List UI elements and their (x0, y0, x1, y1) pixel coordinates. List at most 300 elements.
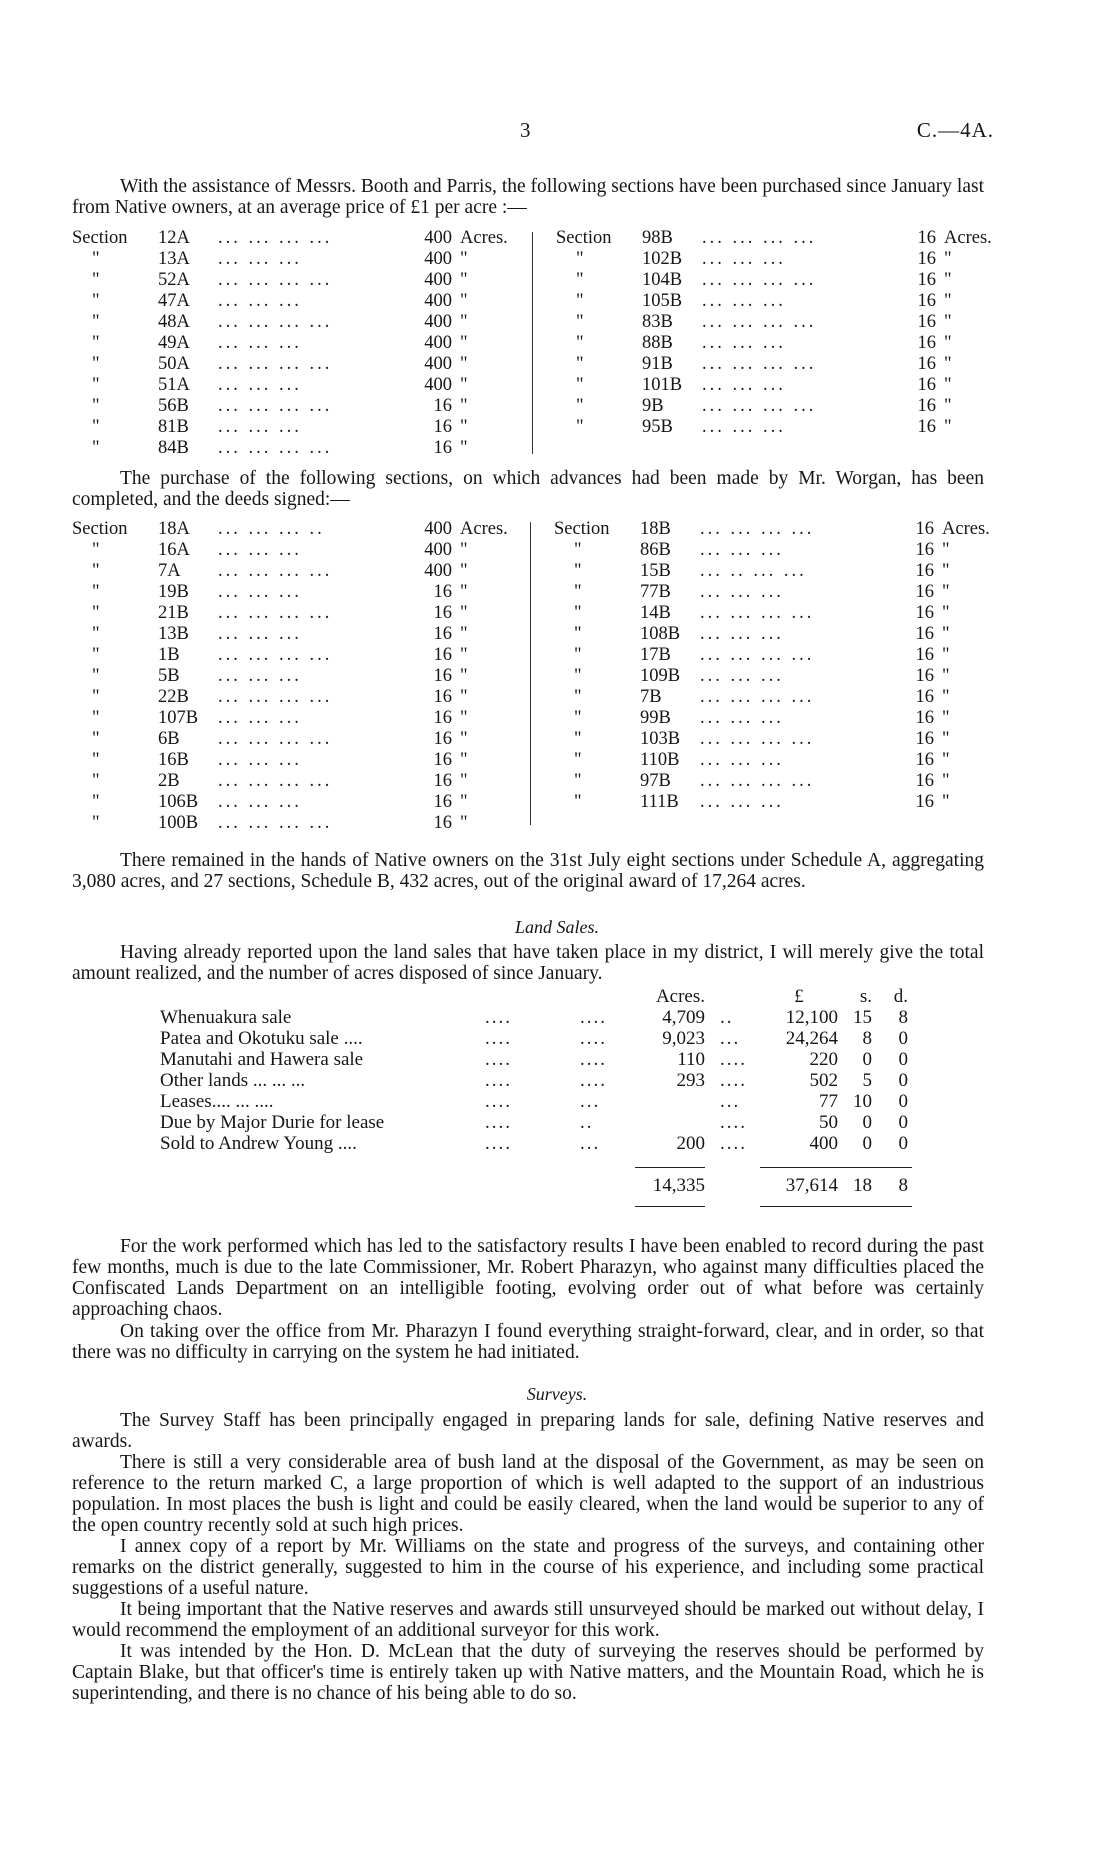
dot-leaders: ... ... ... (700, 624, 784, 644)
total-pence: 8 (898, 1175, 908, 1196)
section-number: 56B (158, 396, 189, 416)
work-paragraph: For the work performed which has led to the satisfactory results I have been enabled to record during the past few months, much is due to the late Commissioner, Mr. Robert Pharazyn, who against many difficulties placed the Confiscated Lands Department on an intelligible footing, evolving order out of what before was certainly approaching chaos. (72, 1236, 984, 1320)
section-acres: 16 (917, 396, 936, 416)
acreage-unit: " (460, 792, 468, 812)
section-acres: 16 (433, 582, 452, 602)
section-row (72, 645, 508, 666)
sale-acres: 200 (676, 1133, 705, 1154)
section-number: 15B (640, 561, 671, 581)
section-number: 101B (642, 375, 683, 395)
section-row (72, 333, 508, 354)
sale-pounds: 220 (809, 1049, 838, 1070)
dot-leaders: ... ... ... (700, 540, 784, 560)
section-prefix: Section (72, 519, 128, 539)
acreage-unit: " (460, 624, 468, 644)
section-number: 109B (640, 666, 681, 686)
section-row (72, 270, 508, 291)
acreage-unit: " (942, 582, 950, 602)
dot-leaders: .... (485, 1049, 512, 1070)
section-acres: 16 (917, 375, 936, 395)
sale-label: Sold to Andrew Young .... (160, 1133, 357, 1154)
section-row (72, 249, 508, 270)
section-prefix: " (574, 540, 582, 560)
section-acres: 16 (917, 312, 936, 332)
sale-label: Manutahi and Hawera sale (160, 1049, 364, 1070)
acreage-unit: " (942, 624, 950, 644)
dot-leaders: ... (580, 1133, 601, 1154)
section-row (72, 708, 508, 729)
sale-shillings: 0 (862, 1112, 872, 1133)
section-row (554, 666, 990, 687)
section-acres: 16 (433, 813, 452, 833)
section-number: 98B (642, 228, 673, 248)
pounds-column-header: £ (794, 986, 804, 1007)
section-prefix: " (576, 312, 584, 332)
annex-report-paragraph: I annex copy of a report by Mr. Williams on the state and progress of the surveys, and containing other remarks on the district generally, suggested to him in the course of his experience, and including some practical suggestions of a useful nature. (72, 1536, 984, 1599)
section-prefix: " (574, 792, 582, 812)
acreage-unit: " (942, 708, 950, 728)
acreage-unit: " (942, 645, 950, 665)
section-row (554, 729, 990, 750)
dot-leaders: ... ... ... ... (218, 354, 333, 374)
section-prefix: " (92, 666, 100, 686)
acreage-unit: " (460, 396, 468, 416)
section-prefix: " (574, 771, 582, 791)
section-row (556, 396, 992, 417)
acreage-unit: Acres. (942, 519, 990, 539)
section-prefix: " (576, 417, 584, 437)
section-row (72, 624, 508, 645)
column-divider (530, 522, 531, 825)
dot-leaders: ... ... ... ... (218, 813, 333, 833)
section-acres: 16 (917, 249, 936, 269)
sale-acres: 293 (676, 1070, 705, 1091)
section-acres: 16 (917, 417, 936, 437)
section-prefix: " (574, 708, 582, 728)
section-prefix: " (574, 750, 582, 770)
section-acres: 400 (424, 561, 452, 581)
acreage-unit: " (460, 708, 468, 728)
dot-leaders: .... (720, 1070, 747, 1091)
section-acres: 16 (433, 624, 452, 644)
intro-paragraph: With the assistance of Messrs. Booth and Parris, the following sections have been purchased since January last from Native owners, at an average price of £1 per acre :— (72, 176, 984, 218)
section-number: 9B (642, 396, 664, 416)
section-row (72, 666, 508, 687)
section-row (554, 582, 990, 603)
acreage-unit: " (944, 291, 952, 311)
section-prefix: " (92, 603, 100, 623)
section-prefix: " (92, 582, 100, 602)
acreage-unit: " (942, 603, 950, 623)
section-row (554, 624, 990, 645)
section-number: 107B (158, 708, 199, 728)
acreage-unit: " (942, 687, 950, 707)
section-row (556, 270, 992, 291)
sale-shillings: 0 (862, 1049, 872, 1070)
section-acres: 16 (915, 666, 934, 686)
dot-leaders: ... ... ... ... (700, 771, 815, 791)
section-acres: 400 (424, 228, 452, 248)
section-number: 7B (640, 687, 662, 707)
section-prefix: " (92, 417, 100, 437)
section-acres: 16 (915, 729, 934, 749)
section-number: 13A (158, 249, 190, 269)
dot-leaders: ... ... ... (218, 333, 302, 353)
dot-leaders: .... (720, 1049, 747, 1070)
section-row (554, 519, 990, 540)
section-number: 95B (642, 417, 673, 437)
sales-table-totals (160, 1175, 920, 1196)
section-prefix: " (92, 561, 100, 581)
sale-pence: 0 (898, 1133, 908, 1154)
section-row (72, 603, 508, 624)
sale-label: Whenuakura sale (160, 1007, 292, 1028)
acreage-unit: " (460, 561, 468, 581)
section-prefix: " (92, 540, 100, 560)
dot-leaders: ... ... ... (218, 582, 302, 602)
acreage-unit: " (460, 540, 468, 560)
section-number: 17B (640, 645, 671, 665)
section-row (554, 687, 990, 708)
section-prefix: " (92, 813, 100, 833)
section-number: 111B (640, 792, 679, 812)
section-row (72, 417, 508, 438)
section-prefix: " (574, 582, 582, 602)
surveys-heading: Surveys. (526, 1384, 588, 1404)
section-acres: 16 (915, 519, 934, 539)
section-row (554, 603, 990, 624)
dot-leaders: ... ... ... (218, 792, 302, 812)
dot-leaders: ... ... ... (702, 291, 786, 311)
section-number: 51A (158, 375, 190, 395)
section-acres: 16 (915, 540, 934, 560)
sale-pounds: 50 (819, 1112, 838, 1133)
section-number: 16B (158, 750, 189, 770)
section-row (72, 813, 508, 834)
section-acres: 16 (433, 792, 452, 812)
acreage-unit: " (942, 729, 950, 749)
dot-leaders: ... ... ... ... (702, 312, 817, 332)
section-acres: 16 (915, 582, 934, 602)
section-number: 105B (642, 291, 683, 311)
dot-leaders: ... ... ... ... (702, 354, 817, 374)
section-number: 77B (640, 582, 671, 602)
section-acres: 16 (433, 750, 452, 770)
section-acres: 16 (433, 603, 452, 623)
dot-leaders: ... ... ... ... (702, 396, 817, 416)
dot-leaders: .... (485, 1028, 512, 1049)
dot-leaders: .... (580, 1007, 607, 1028)
amount-double-rule (760, 1206, 912, 1207)
remained-paragraph: There remained in the hands of Native owners on the 31st July eight sections under Schedule A, aggregating 3,080 acres, and 27 sections, Schedule B, 432 acres, out of the original award of 17,264 acres. (72, 850, 984, 892)
dot-leaders: ... ... ... (218, 708, 302, 728)
dot-leaders: ... ... ... ... (218, 645, 333, 665)
total-acres: 14,335 (652, 1175, 705, 1196)
section-number: 86B (640, 540, 671, 560)
section-row (72, 312, 508, 333)
section-prefix: " (576, 375, 584, 395)
section-number: 12A (158, 228, 190, 248)
section-acres: 400 (424, 375, 452, 395)
section-number: 106B (158, 792, 199, 812)
section-prefix: " (92, 771, 100, 791)
land-sales-heading: Land Sales. (514, 917, 599, 937)
acreage-unit: " (944, 312, 952, 332)
dot-leaders: ... ... ... (218, 249, 302, 269)
section-number: 52A (158, 270, 190, 290)
section-prefix: " (576, 249, 584, 269)
section-prefix: " (92, 792, 100, 812)
section-number: 6B (158, 729, 180, 749)
acreage-unit: " (460, 375, 468, 395)
section-row (72, 228, 508, 249)
dot-leaders: ... (720, 1091, 741, 1112)
section-prefix: " (576, 396, 584, 416)
section-acres: 16 (433, 645, 452, 665)
section-prefix: " (92, 624, 100, 644)
section-number: 81B (158, 417, 189, 437)
dot-leaders: ... ... ... (702, 249, 786, 269)
sale-label: Leases.... ... .... (160, 1091, 274, 1112)
dot-leaders: .... (485, 1070, 512, 1091)
section-prefix: " (574, 561, 582, 581)
section-number: 83B (642, 312, 673, 332)
purchased-sections-left (72, 228, 508, 459)
acreage-unit: " (460, 291, 468, 311)
section-acres: 400 (424, 249, 452, 269)
total-pounds: 37,614 (785, 1175, 838, 1196)
section-acres: 400 (424, 540, 452, 560)
dot-leaders: ... ... ... (700, 750, 784, 770)
section-prefix: " (576, 354, 584, 374)
additional-surveyor-paragraph: It being important that the Native reserves and awards still unsurveyed should be marked out without delay, I would recommend the employment of an additional surveyor for this work. (72, 1599, 984, 1641)
acreage-unit: Acres. (944, 228, 992, 248)
page-header (0, 118, 1114, 148)
dot-leaders: ... ... ... (218, 291, 302, 311)
dot-leaders: ... ... ... ... (700, 729, 815, 749)
section-row (72, 687, 508, 708)
dot-leaders: ... (580, 1091, 601, 1112)
sale-acres: 9,023 (662, 1028, 705, 1049)
section-acres: 16 (917, 291, 936, 311)
dot-leaders: ... .. ... ... (700, 561, 807, 581)
section-number: 48A (158, 312, 190, 332)
section-row (556, 375, 992, 396)
column-divider (532, 232, 533, 454)
section-acres: 400 (424, 519, 452, 539)
section-number: 19B (158, 582, 189, 602)
section-row (556, 228, 992, 249)
sale-pounds: 400 (809, 1133, 838, 1154)
acres-total-rule (635, 1167, 705, 1168)
acreage-unit: " (460, 354, 468, 374)
section-prefix: " (574, 729, 582, 749)
section-number: 99B (640, 708, 671, 728)
section-prefix: " (92, 645, 100, 665)
sale-pounds: 24,264 (785, 1028, 838, 1049)
section-prefix: " (576, 291, 584, 311)
section-row (554, 708, 990, 729)
section-number: 18B (640, 519, 671, 539)
sale-pence: 0 (898, 1049, 908, 1070)
dot-leaders: ... ... ... (700, 708, 784, 728)
section-row (72, 291, 508, 312)
section-acres: 16 (433, 396, 452, 416)
land-sales-paragraph: Having already reported upon the land sales that have taken place in my district, I will merely give the total amount realized, and the number of acres disposed of since January. (72, 942, 984, 984)
section-prefix: Section (72, 228, 128, 248)
section-acres: 16 (915, 771, 934, 791)
section-number: 5B (158, 666, 180, 686)
document-reference: C.—4A. (916, 118, 994, 142)
sale-label: Patea and Okotuku sale .... (160, 1028, 363, 1049)
section-prefix: " (92, 375, 100, 395)
section-prefix: " (92, 396, 100, 416)
dot-leaders: ... ... ... ... (702, 270, 817, 290)
section-number: 110B (640, 750, 680, 770)
dot-leaders: .... (580, 1049, 607, 1070)
section-acres: 16 (915, 708, 934, 728)
section-row (72, 519, 508, 540)
section-prefix: Section (556, 228, 612, 248)
section-acres: 16 (433, 729, 452, 749)
survey-staff-paragraph: The Survey Staff has been principally engaged in preparing lands for sale, defining Native reserves and awards. (72, 1410, 984, 1452)
section-row (554, 750, 990, 771)
dot-leaders: ... ... ... ... (702, 228, 817, 248)
section-acres: 16 (915, 561, 934, 581)
section-number: 14B (640, 603, 671, 623)
section-row (556, 312, 992, 333)
captain-blake-paragraph: It was intended by the Hon. D. McLean that the duty of surveying the reserves should be performed by Captain Blake, but that officer's time is entirely taken up with Native matters, and the Mountain Road, which he is superintending, and there is no chance of his being able to do so. (72, 1641, 984, 1704)
dot-leaders: .... (720, 1133, 747, 1154)
section-row (556, 354, 992, 375)
section-number: 13B (158, 624, 189, 644)
section-row (72, 540, 508, 561)
section-prefix: " (92, 270, 100, 290)
dot-leaders: ... ... ... (218, 417, 302, 437)
section-prefix: " (92, 312, 100, 332)
section-acres: 16 (915, 687, 934, 707)
section-prefix: Section (554, 519, 610, 539)
section-number: 102B (642, 249, 683, 269)
section-row (554, 561, 990, 582)
acreage-unit: " (942, 561, 950, 581)
section-number: 50A (158, 354, 190, 374)
section-prefix: " (92, 729, 100, 749)
section-acres: 16 (915, 645, 934, 665)
section-acres: 16 (433, 666, 452, 686)
section-row (554, 645, 990, 666)
section-acres: 16 (915, 603, 934, 623)
dot-leaders: ... ... ... ... (218, 312, 333, 332)
section-prefix: " (92, 708, 100, 728)
sale-pence: 0 (898, 1112, 908, 1133)
dot-leaders: ... ... ... ... (218, 438, 333, 458)
section-acres: 16 (917, 270, 936, 290)
dot-leaders: ... ... ... (218, 750, 302, 770)
section-row (72, 396, 508, 417)
dot-leaders: .. (720, 1007, 734, 1028)
dot-leaders: ... ... ... (218, 540, 302, 560)
section-number: 84B (158, 438, 189, 458)
section-acres: 400 (424, 270, 452, 290)
dot-leaders: ... ... ... ... (218, 729, 333, 749)
purchased-sections-right (556, 228, 992, 438)
sale-shillings: 15 (853, 1007, 872, 1028)
dot-leaders: ... ... ... (700, 666, 784, 686)
dot-leaders: .... (485, 1091, 512, 1112)
dot-leaders: ... ... ... ... (700, 603, 815, 623)
acreage-unit: " (944, 375, 952, 395)
sale-pounds: 502 (809, 1070, 838, 1091)
section-number: 100B (158, 813, 199, 833)
dot-leaders: ... ... ... ... (700, 687, 815, 707)
dot-leaders: ... ... ... (702, 333, 786, 353)
acreage-unit: " (460, 813, 468, 833)
completed-paragraph: The purchase of the following sections, on which advances had been made by Mr. Worgan, has been completed, and the deeds signed:— (72, 468, 984, 510)
section-prefix: " (574, 624, 582, 644)
section-row (556, 291, 992, 312)
section-acres: 16 (915, 792, 934, 812)
section-acres: 16 (433, 438, 452, 458)
acreage-unit: " (460, 417, 468, 437)
sale-shillings: 8 (862, 1028, 872, 1049)
section-row (554, 540, 990, 561)
dot-leaders: .... (580, 1070, 607, 1091)
sale-pence: 0 (898, 1091, 908, 1112)
section-prefix: " (92, 687, 100, 707)
dot-leaders: ... ... ... ... (700, 645, 815, 665)
section-acres: 16 (915, 750, 934, 770)
dot-leaders: ... ... ... ... (218, 687, 333, 707)
section-acres: 16 (915, 624, 934, 644)
sale-shillings: 0 (862, 1133, 872, 1154)
dot-leaders: ... ... ... (700, 582, 784, 602)
section-prefix: " (574, 645, 582, 665)
sale-label: Other lands ... ... ... (160, 1070, 306, 1091)
section-number: 108B (640, 624, 681, 644)
shillings-column-header: s. (859, 986, 872, 1007)
dot-leaders: ... ... ... ... (218, 396, 333, 416)
section-acres: 16 (433, 687, 452, 707)
acreage-unit: " (944, 417, 952, 437)
office-paragraph: On taking over the office from Mr. Pharazyn I found everything straight-forward, clear, and in order, so that there was no difficulty in carrying on the system he had initiated. (72, 1321, 984, 1363)
section-prefix: " (92, 354, 100, 374)
sale-shillings: 5 (862, 1070, 872, 1091)
section-acres: 16 (433, 771, 452, 791)
section-acres: 400 (424, 354, 452, 374)
section-number: 16A (158, 540, 190, 560)
section-number: 104B (642, 270, 683, 290)
dot-leaders: ... ... ... ... (218, 771, 333, 791)
sale-pounds: 77 (819, 1091, 838, 1112)
dot-leaders: ... ... ... ... (218, 603, 333, 623)
dot-leaders: ... ... ... ... (218, 228, 333, 248)
section-prefix: " (574, 603, 582, 623)
acreage-unit: " (460, 438, 468, 458)
section-row (556, 249, 992, 270)
section-number: 21B (158, 603, 189, 623)
section-acres: 16 (917, 228, 936, 248)
acreage-unit: " (460, 582, 468, 602)
section-row (556, 417, 992, 438)
section-acres: 400 (424, 291, 452, 311)
section-number: 7A (158, 561, 181, 581)
section-row (72, 582, 508, 603)
section-row (72, 729, 508, 750)
pence-column-header: d. (893, 986, 908, 1007)
acreage-unit: " (460, 333, 468, 353)
section-row (72, 354, 508, 375)
